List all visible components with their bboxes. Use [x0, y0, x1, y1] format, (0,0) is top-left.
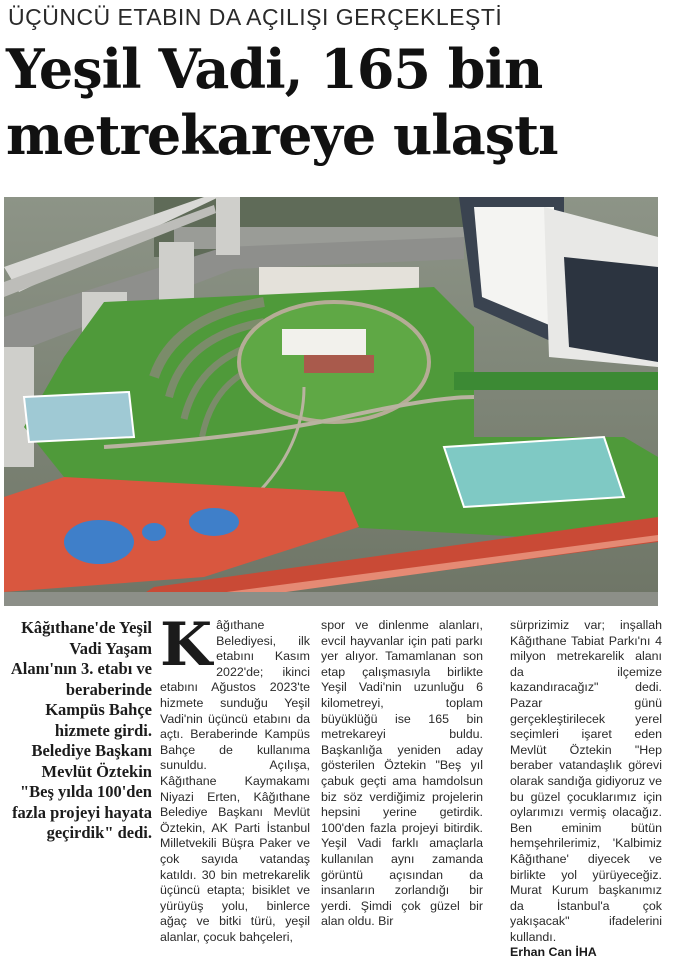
body-column-3 [510, 618, 662, 961]
aerial-park-photo [4, 197, 658, 606]
drop-cap: K [160, 610, 213, 680]
lede-paragraph: Kâğıthane'de Yeşil Vadi Yaşam Alanı'nın 3. etabı ve beraberinde Kampüs Bahçe hizmete girdi. Belediye Başkanı Mevlüt Öztekin "Beş yılda 100'den fazla projeyi hayata geçirdik" dedi. [10, 618, 152, 842]
byline: Erhan Can İHA [510, 945, 597, 960]
aerial-park-illustration [4, 197, 658, 606]
kicker-title: ÜÇÜNCÜ ETABIN DA AÇILIŞI GERÇEKLEŞTİ [8, 4, 503, 30]
headline [6, 36, 674, 168]
body-text-1: âğıthane Belediyesi, ilk etabını Kasım 2022'de; ikinci etabını Ağustos 2023'te hizmete sunduğu Yeşil Vadi'nin üçüncü etabını da açtı. Beraberinde Kampüs Bahçe de kullanıma sunuldu. Açılışa, Kâğıthane Kaymakamı Niyazi Erten, Kâğıthane Belediye Başkanı Mevlüt Öztekin, AK Parti İstanbul Milletvekili Büşra Paker ve çok sayıda vatandaş katıldı. 30 bin metrekarelik üçüncü etapta; bisiklet ve yürüyüş yolu, binlerce ağaç ve bitki türü, yeşil alanlar, çocuk bahçeleri, [160, 618, 310, 944]
body-text-3: sürprizimiz var; inşallah Kâğıthane Tabiat Parkı'nı 4 milyon metrekarelik alanı da ilçemize kazandıracağız" dedi. Pazar günü gerçekleştirilecek yerel seçimleri işaret eden Mevlüt Öztekin "Hep beraber vatandaşlık görevi olarak sandığa gidiyoruz ve bu güzel çocuklarımız için oylarımızı vermiş olacağız. Ben eminim bütün hemşehrilerimiz, 'Kalbimiz Kâğıthane' diyecek ve birlikte yol yürüyeceğiz. Murat Kurum başkanımız da İstanbul'a çok yakışacak" ifadelerini kullandı. [510, 618, 662, 944]
headline-line-2: metrekareye ulaştı [6, 103, 558, 167]
body-text-2: spor ve dinlenme alanları, evcil hayvanlar için pati parkı yer alıyor. Tamamlanan son etap çalışmasıyla birlikte Yeşil Vadi'nin uzunluğu 6 kilometreyi, toplam büyüklüğü ise 165 bin metrekareyi buldu. Başkanlığa yeniden aday gösterilen Öztekin "Beş yıl çabuk geçti ama hamdolsun biz söz verdiğimiz projelerin hepsini yerine getirdik. 100'den fazla projeyi bitirdik. Yeşil Vadi farklı amaçlarla kullanılan aynı zamanda görüntü açısından da insanların zorlandığı bir yerdi. Şimdi çok güzel bir alan oldu. Bir [321, 618, 483, 929]
body-column-1 [160, 610, 310, 945]
headline-line-1: Yeşil Vadi, 165 bin [6, 37, 543, 101]
body-column-2 [321, 618, 483, 930]
